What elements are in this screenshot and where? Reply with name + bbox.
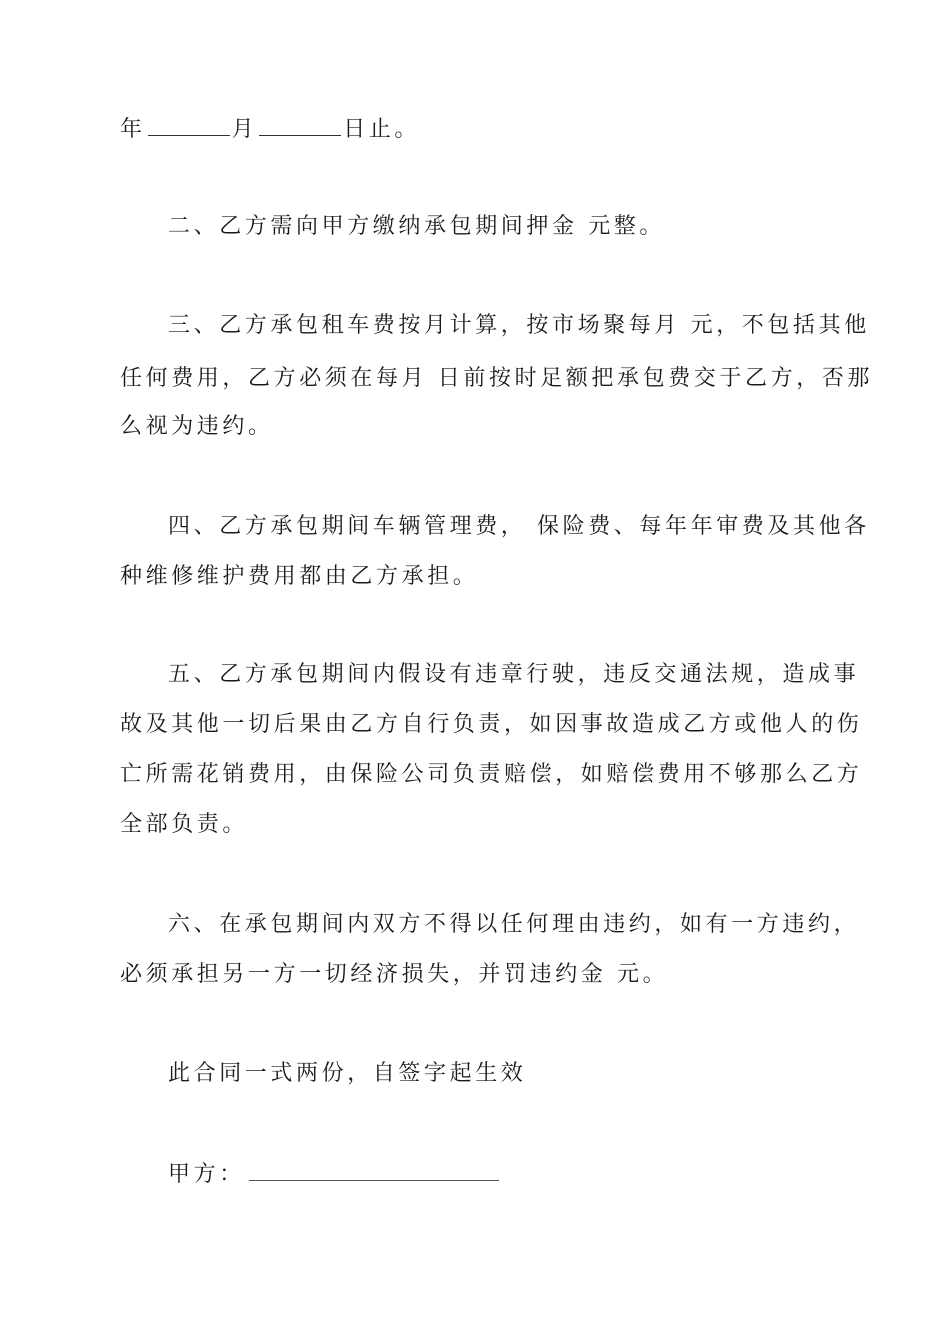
- clause-4-line-1: 四、乙方承包期间车辆管理费， 保险费、每年年审费及其他各: [168, 514, 870, 539]
- clause-3-line-2: 任何费用，乙方必须在每月 日前按时足额把承包费交于乙方，否那: [120, 366, 873, 391]
- clause-6-line-1: 六、在承包期间内双方不得以任何理由违约，如有一方违约，: [168, 912, 860, 937]
- date-end-line: [120, 113, 832, 145]
- clause-3-line-1: 三、乙方承包租车费按月计算，按市场聚每月 元，不包括其他: [168, 313, 870, 338]
- year-label: 年: [120, 117, 146, 142]
- day-label: 日止。: [343, 117, 421, 142]
- clause-3-line-3: 么视为违约。: [120, 414, 274, 439]
- party-a-signature-blank[interactable]: [249, 1158, 499, 1181]
- clause-5-line-2: 故及其他一切后果由乙方自行负责，如因事故造成乙方或他人的伤: [120, 712, 863, 737]
- clause-4-line-2: 种维修维护费用都由乙方承担。: [120, 564, 479, 589]
- effective-clause: 此合同一式两份，自签字起生效: [168, 1061, 527, 1086]
- clause-2: 二、乙方需向甲方缴纳承包期间押金 元整。: [168, 214, 665, 239]
- party-a-label: 甲方：: [168, 1162, 245, 1187]
- month-label: 月: [231, 117, 258, 142]
- clause-5-line-1: 五、乙方承包期间内假设有违章行驶，违反交通法规，造成事: [168, 662, 860, 687]
- month-blank[interactable]: [148, 113, 230, 136]
- day-blank[interactable]: [259, 113, 341, 136]
- party-a-signature-line: [168, 1158, 832, 1190]
- clause-5-line-4: 全部负责。: [120, 812, 249, 837]
- clause-6-line-2: 必须承担另一方一切经济损失，并罚违约金 元。: [120, 962, 669, 987]
- clause-5-line-3: 亡所需花销费用，由保险公司负责赔偿，如赔偿费用不够那么乙方: [120, 762, 863, 787]
